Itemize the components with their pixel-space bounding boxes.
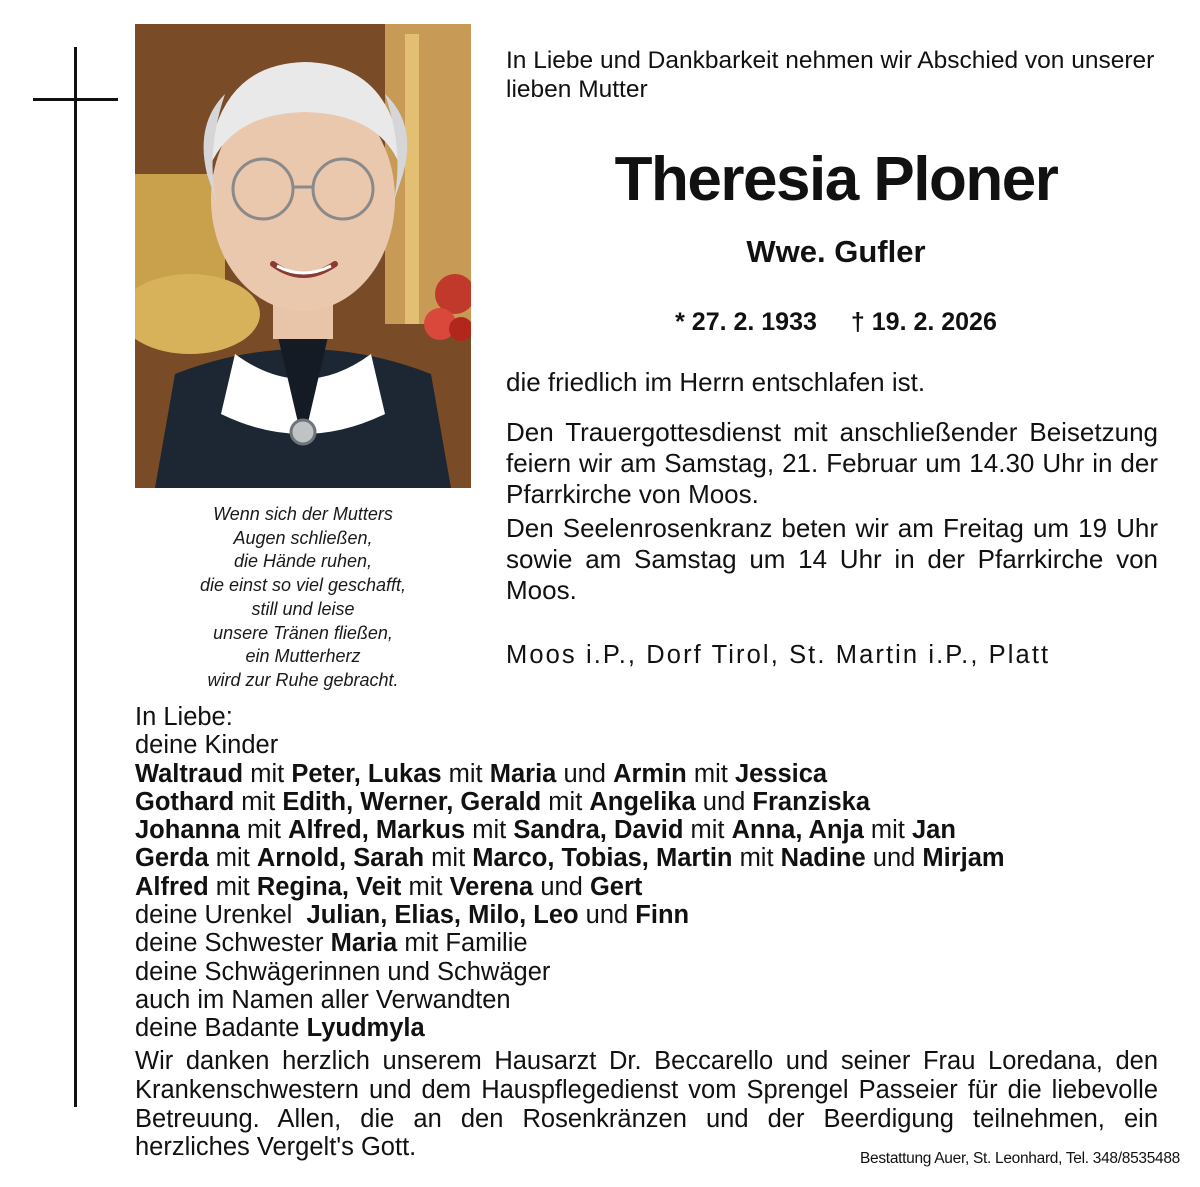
mourner-line — [135, 788, 1175, 816]
mourner-name: Angelika — [589, 787, 696, 816]
mourner-text: deine Badante — [135, 1014, 307, 1043]
mourner-text: auch im Namen aller Verwandten — [135, 985, 511, 1014]
mourner-line — [135, 986, 1175, 1014]
mourner-text: und — [533, 872, 590, 901]
mourner-line — [135, 816, 1175, 844]
mourner-name: Jessica — [734, 759, 828, 788]
mourner-line — [135, 844, 1175, 872]
portrait-photo — [135, 24, 471, 488]
mourner-line — [135, 901, 1175, 929]
mourner-name: Gothard — [135, 787, 235, 816]
mourner-name: Maria — [489, 759, 557, 788]
mourner-name: Jan — [911, 816, 956, 845]
mourner-line — [135, 958, 1175, 986]
mourner-line — [135, 1014, 1175, 1042]
mourner-text: mit — [239, 816, 289, 845]
poem-line: Augen schließen, — [233, 527, 373, 548]
places: Moos i.P., Dorf Tirol, St. Martin i.P., Platt — [506, 641, 1051, 669]
poem-line: die Hände ruhen, — [233, 551, 373, 572]
mourner-name: Alfred, Markus — [288, 816, 466, 845]
poem-line: die einst so viel geschafft, — [199, 575, 407, 596]
passed-text: die friedlich im Herrn entschlafen ist. — [506, 367, 926, 397]
mourner-text: mit — [208, 872, 257, 901]
mourner-line — [135, 703, 1175, 731]
mourner-name: Franziska — [752, 787, 871, 816]
mourner-text: deine Kinder — [135, 731, 279, 760]
rosary-text: Den Seelenrosenkranz beten wir am Freitag um 19 Uhr sowie am Samstag um 14 Uhr in der Pfarrkirche von Moos. — [506, 513, 1158, 605]
death-date: † 19. 2. 2026 — [850, 308, 997, 336]
mourner-name: Waltraud — [135, 759, 244, 788]
mourner-text: mit — [401, 872, 450, 901]
mourner-name: Johanna — [135, 816, 240, 845]
mourner-name: Gert — [589, 872, 643, 901]
mourner-text: und — [695, 787, 753, 816]
mourner-text: und — [865, 844, 923, 873]
mourner-text: mit — [243, 759, 292, 788]
intro-text: In Liebe und Dankbarkeit nehmen wir Abschied von unserer lieben Mutter — [506, 47, 1155, 103]
mourner-line — [135, 731, 1175, 759]
deceased-name: Theresia Ploner — [614, 145, 1058, 214]
mourner-text: mit — [465, 816, 514, 845]
mourner-name: Regina, Veit — [256, 872, 402, 901]
poem — [135, 503, 471, 693]
mourner-text: deine Schwester — [135, 929, 331, 958]
mourner-text: In Liebe: — [135, 703, 233, 731]
mourner-text: deine Schwägerinnen und Schwäger — [135, 957, 551, 986]
mourner-name: Alfred — [135, 872, 209, 901]
mourners-list — [135, 703, 1175, 1043]
cross-icon-bar — [33, 98, 118, 101]
mourner-line — [135, 929, 1175, 957]
mourner-text: mit — [424, 844, 473, 873]
mourner-text: mit — [686, 759, 735, 788]
mourner-text: mit — [732, 844, 781, 873]
undertaker-info: Bestattung Auer, St. Leonhard, Tel. 348/8535488 — [860, 1150, 1180, 1167]
life-dates — [506, 306, 1166, 338]
mourner-name: Nadine — [780, 844, 866, 873]
mourner-text: und — [556, 759, 614, 788]
mourner-name: Lyudmyla — [306, 1014, 425, 1043]
mourner-text: und — [578, 901, 636, 930]
poem-line: unsere Tränen fließen, — [213, 622, 393, 643]
poem-line: still und leise — [251, 598, 355, 619]
poem-line: wird zur Ruhe gebracht. — [207, 669, 399, 690]
mourner-name: Verena — [449, 872, 534, 901]
mourner-text: mit — [441, 759, 490, 788]
thanks-text: Wir danken herzlich unserem Hausarzt Dr. Beccarello und seiner Frau Loredana, den Krankenschwestern und dem Hauspflegedienst vom Sprengel Passeier für die liebevolle Betreuung. Allen, die an den Rosenkränzen und der Beerdigung teilnehmen, ein herzliches Vergelt's Gott. — [135, 1047, 1158, 1162]
birth-date: * 27. 2. 1933 — [675, 308, 817, 336]
mourner-name: Julian, Elias, Milo, Leo — [306, 901, 579, 930]
mourner-name: Sandra, David — [513, 816, 684, 845]
mourner-name: Maria — [330, 929, 398, 958]
mourner-text: mit — [683, 816, 732, 845]
mourner-name: Mirjam — [922, 844, 1005, 873]
mourner-text: mit — [541, 787, 590, 816]
mourner-name: Arnold, Sarah — [256, 844, 425, 873]
mourner-name: Gerda — [135, 844, 209, 873]
mourner-name: Peter, Lukas — [291, 759, 442, 788]
mourner-name: Finn — [635, 901, 690, 930]
funeral-text: Den Trauergottesdienst mit anschließender Beisetzung feiern wir am Samstag, 21. Februar um 14.30 Uhr in der Pfarrkirche von Moos. — [506, 417, 1158, 509]
mourner-text: mit — [208, 844, 257, 873]
mourner-name: Marco, Tobias, Martin — [472, 844, 733, 873]
mourner-text: mit — [234, 787, 283, 816]
mourner-text: mit Familie — [397, 929, 528, 958]
mourner-line — [135, 760, 1175, 788]
mourner-name: Anna, Anja — [731, 816, 864, 845]
poem-line: Wenn sich der Mutters — [213, 504, 393, 524]
mourner-line — [135, 873, 1175, 901]
mourner-text: deine Urenkel — [135, 901, 307, 930]
mourner-name: Armin — [613, 759, 687, 788]
mourner-text: mit — [863, 816, 912, 845]
poem-line: ein Mutterherz — [245, 646, 361, 667]
mourner-name: Edith, Werner, Gerald — [282, 787, 542, 816]
cross-icon — [74, 47, 77, 1107]
maiden-name: Wwe. Gufler — [746, 234, 926, 269]
